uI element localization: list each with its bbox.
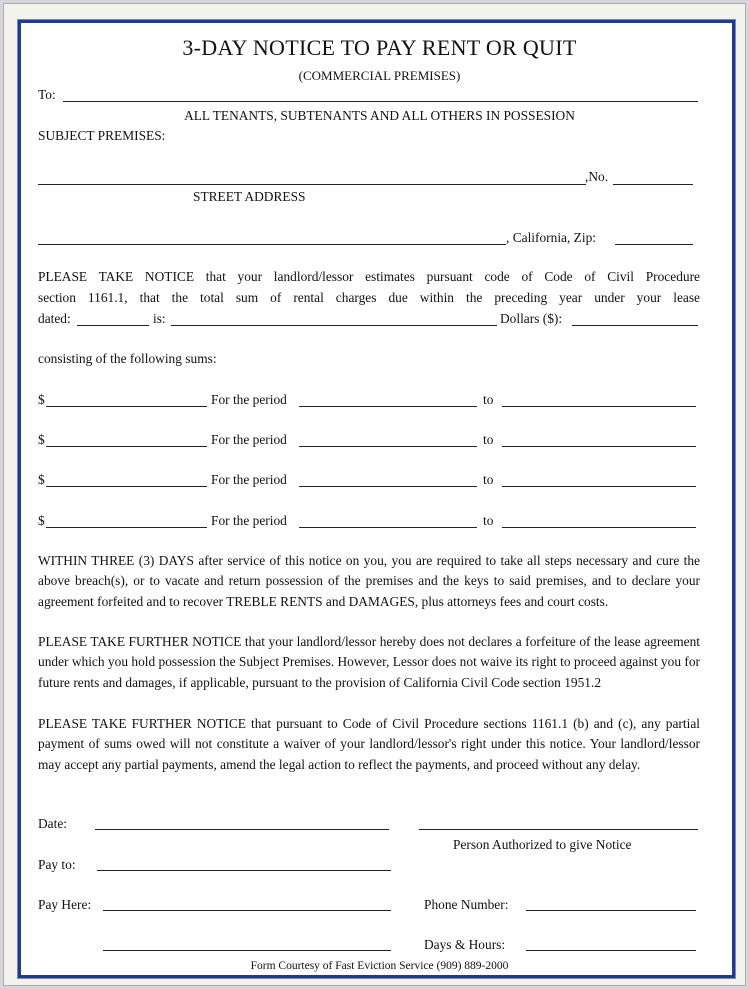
city-field[interactable] [38, 244, 506, 245]
period-start-field[interactable] [299, 527, 477, 528]
authorized-person-caption: Person Authorized to give Notice [453, 837, 632, 852]
period-start-field[interactable] [299, 406, 477, 407]
to-separator: to [483, 392, 494, 407]
form-subtitle: (COMMERCIAL PREMISES) [298, 68, 461, 83]
to-label: To: [38, 87, 56, 102]
to-separator: to [483, 513, 494, 528]
pay-here-label: Pay Here: [38, 897, 92, 912]
paragraph-further-notice-partial-payment: PLEASE TAKE FURTHER NOTICE that pursuant to Code of Civil Procedure sections 1161.1 (b) and (c), any partial payment of sums owed will not constitute a waiver of your landlord/lessor's right under this notice. Your landlord/lessor may accept any partial payments, amend the legal action to reflect the payments, and proceed without any delay. [38, 716, 700, 772]
sum-amount-field[interactable] [46, 406, 207, 407]
unit-no-label: ,No. [585, 169, 609, 184]
date-field[interactable] [95, 829, 389, 830]
period-label: For the period [211, 392, 287, 407]
phone-number-label: Phone Number: [424, 897, 509, 912]
pay-here-address-field[interactable] [103, 950, 391, 951]
dated-field[interactable] [77, 325, 149, 326]
period-label: For the period [211, 513, 287, 528]
amount-words-field[interactable] [171, 325, 497, 326]
sum-amount-field[interactable] [46, 527, 207, 528]
to-field[interactable] [63, 101, 698, 102]
consisting-text: consisting of the following sums: [38, 351, 217, 366]
street-address-caption: STREET ADDRESS [193, 189, 306, 204]
street-address-field[interactable] [38, 184, 586, 185]
period-end-field[interactable] [502, 486, 696, 487]
to-separator: to [483, 472, 494, 487]
dated-label: dated: [38, 311, 71, 326]
sum-amount-field[interactable] [46, 486, 207, 487]
signature-field[interactable] [419, 829, 698, 830]
dollars-field[interactable] [572, 325, 698, 326]
unit-no-field[interactable] [613, 184, 693, 185]
form-title: 3-DAY NOTICE TO PAY RENT OR QUIT [182, 35, 577, 60]
notice-line-2: section 1161.1, that the total sum of rental charges due within the preceding year under your lease [38, 290, 700, 305]
period-end-field[interactable] [502, 527, 696, 528]
days-hours-label: Days & Hours: [424, 937, 506, 952]
currency-sign: $ [38, 432, 45, 447]
notice-form-page [18, 20, 735, 978]
period-end-field[interactable] [502, 446, 696, 447]
date-label: Date: [38, 816, 67, 831]
paragraph-further-notice-forfeiture: PLEASE TAKE FURTHER NOTICE that your landlord/lessor hereby does not declares a forfeiture of the lease agreement under which you hold possession the Subject Premises. However, Lessor does not waive its right to proceed against you for future rents and damages, if applicable, pursuant to the provision of California Civil Code section 1951.2 [38, 634, 700, 690]
period-start-field[interactable] [299, 486, 477, 487]
california-zip-label: , California, Zip: [506, 230, 596, 245]
phone-number-field[interactable] [526, 910, 696, 911]
addressee-text: ALL TENANTS, SUBTENANTS AND ALL OTHERS IN POSSESION [184, 108, 575, 123]
zip-field[interactable] [615, 244, 693, 245]
to-separator: to [483, 432, 494, 447]
period-label: For the period [211, 472, 287, 487]
is-label: is: [153, 311, 166, 326]
pay-to-field[interactable] [97, 870, 391, 871]
notice-line-1: PLEASE TAKE NOTICE that your landlord/lessor estimates pursuant code of Code of Civil Procedure [38, 269, 700, 284]
days-hours-field[interactable] [526, 950, 696, 951]
period-end-field[interactable] [502, 406, 696, 407]
dollars-label: Dollars ($): [500, 311, 563, 326]
pay-here-field[interactable] [103, 910, 391, 911]
sum-amount-field[interactable] [46, 446, 207, 447]
currency-sign: $ [38, 392, 45, 407]
pay-to-label: Pay to: [38, 857, 76, 872]
subject-premises-label: SUBJECT PREMISES: [38, 128, 166, 143]
paragraph-three-days: WITHIN THREE (3) DAYS after service of this notice on you, you are required to take all steps necessary and cure the above breach(s), or to vacate and return possession of the premises and the keys to said premises, and to declare your agreement forfeited and to recover TREBLE RENTS and DAMAGES, plus attorneys fees and court costs. [38, 553, 700, 609]
period-start-field[interactable] [299, 446, 477, 447]
currency-sign: $ [38, 513, 45, 528]
currency-sign: $ [38, 472, 45, 487]
document-frame [3, 3, 746, 986]
form-footer: Form Courtesy of Fast Eviction Service (909) 889-2000 [250, 960, 509, 972]
period-label: For the period [211, 432, 287, 447]
